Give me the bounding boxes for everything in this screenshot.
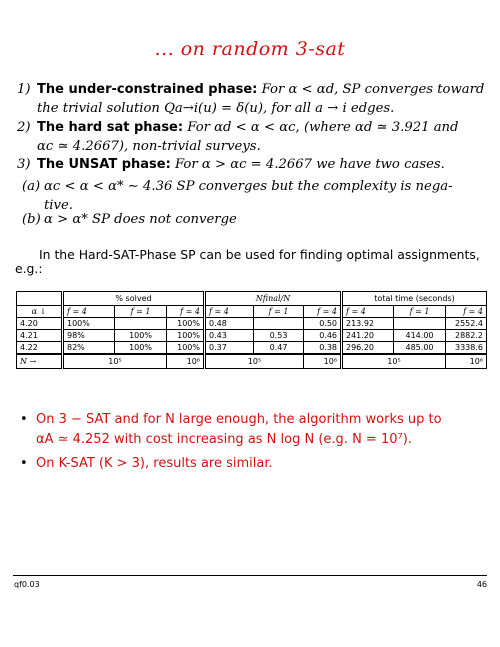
table-cell: 0.37 [205, 342, 254, 355]
bullet-text: On 3 − SAT and for N large enough, the algorithm works up to [36, 412, 442, 427]
table-cell: 0.50 [304, 318, 342, 330]
results-table [16, 291, 487, 369]
corner-cell [17, 292, 63, 306]
table-subheader-row [17, 306, 487, 318]
intro-text [15, 248, 480, 276]
table-cell [115, 318, 167, 330]
table-cell [394, 318, 446, 330]
table-cell: 100% [167, 342, 205, 355]
item-text-cont: tive. [44, 198, 73, 213]
bullet-item-2 [20, 454, 442, 474]
table-row [17, 330, 487, 342]
table-cell: 100% [167, 330, 205, 342]
table-cell: 213.92 [342, 318, 394, 330]
table-cell: 296.20 [342, 342, 394, 355]
table-cell: 2882.2 [446, 330, 487, 342]
item-text: For α > αc = 4.2667 we have two cases. [175, 157, 445, 172]
bullet-text: On K-SAT (K > 3), results are similar. [36, 456, 273, 471]
table-header-row [17, 292, 487, 306]
table-cell: 0.43 [205, 330, 254, 342]
table-cell: 414.00 [394, 330, 446, 342]
item-text: α > α* SP does not converge [44, 212, 237, 227]
table-cell: 98% [63, 330, 115, 342]
list-item-2 [17, 118, 487, 158]
subheader-cell: f = 1 [115, 306, 167, 318]
table-cell: 82% [63, 342, 115, 355]
page-number: 46 [476, 580, 487, 589]
table-cell: 2552.4 [446, 318, 487, 330]
item-text: For α < αd, SP converges toward [261, 82, 485, 97]
table-row [17, 318, 487, 330]
item-heading: The hard sat phase: [37, 120, 184, 135]
n-value: 10⁵ [342, 354, 446, 369]
table-cell: 100% [115, 330, 167, 342]
n-label: N → [17, 354, 63, 369]
alpha-cell: 4.22 [17, 342, 63, 355]
list-item-3 [17, 155, 487, 175]
table-cell: 0.46 [304, 330, 342, 342]
table-cell: 100% [167, 318, 205, 330]
table-cell: 100% [63, 318, 115, 330]
item-heading: The UNSAT phase: [37, 157, 171, 172]
table-cell: 0.53 [254, 330, 304, 342]
subheader-cell: f = 4 [205, 306, 254, 318]
item-text-cont: αc ≃ 4.2667), non-trivial surveys. [37, 139, 261, 154]
alpha-cell: 4.21 [17, 330, 63, 342]
item-text: αc < α < α* ∼ 4.36 SP converges but the complexity is nega- [44, 179, 453, 194]
n-value: 10⁵ [63, 354, 167, 369]
n-value: 10⁵ [205, 354, 304, 369]
table-n-row [17, 354, 487, 369]
table-cell: 3338.6 [446, 342, 487, 355]
table-cell [254, 318, 304, 330]
subheader-cell: f = 1 [254, 306, 304, 318]
subheader-cell: f = 4 [342, 306, 394, 318]
footer-label: qf0.03 [14, 580, 40, 589]
subheader-cell: f = 4 [167, 306, 205, 318]
alpha-cell: 4.20 [17, 318, 63, 330]
bullet-list [20, 410, 442, 474]
table-cell: 0.48 [205, 318, 254, 330]
header-percent-solved: % solved [63, 292, 205, 306]
n-value: 10⁶ [446, 354, 487, 369]
bullet-item-1 [20, 410, 442, 450]
header-total-time: total time (seconds) [342, 292, 487, 306]
item-text-cont: the trivial solution Qa→i(u) = δ(u), for all a → i edges. [37, 101, 395, 116]
subheader-cell: f = 4 [304, 306, 342, 318]
n-value: 10⁶ [167, 354, 205, 369]
item-number: (b) [22, 212, 41, 227]
subheader-cell: f = 1 [394, 306, 446, 318]
item-number: 1) [17, 82, 31, 97]
bullet-text-cont: αA ≃ 4.252 with cost increasing as N log N (e.g. N = 10⁷). [36, 432, 412, 447]
table-cell: 0.47 [254, 342, 304, 355]
item-number: 2) [17, 120, 31, 135]
item-text: For αd < α < αc, (where αd ≃ 3.921 and [187, 120, 459, 135]
subheader-cell: f = 4 [446, 306, 487, 318]
bullet-dot-icon: • [20, 456, 28, 471]
table-cell: 100% [115, 342, 167, 355]
slide-title: ... on random 3-sat [154, 38, 346, 60]
sub-item-b [22, 210, 492, 230]
bullet-dot-icon: • [20, 412, 28, 427]
table-row [17, 342, 487, 355]
intro-line-2: e.g.: [15, 261, 43, 276]
table-cell: 241.20 [342, 330, 394, 342]
intro-line-1: In the Hard-SAT-Phase SP can be used for finding optimal assignments, [39, 247, 480, 262]
item-number: 3) [17, 157, 31, 172]
table-cell: 0.38 [304, 342, 342, 355]
header-nfinal: Nfinal/N [205, 292, 342, 306]
list-item-1 [17, 80, 487, 120]
n-value: 10⁶ [304, 354, 342, 369]
item-number: (a) [22, 179, 41, 194]
footer-divider [13, 575, 487, 576]
table-cell: 485.00 [394, 342, 446, 355]
subheader-cell: f = 4 [63, 306, 115, 318]
alpha-header: α ↓ [17, 306, 63, 318]
item-heading: The under-constrained phase: [37, 82, 258, 97]
